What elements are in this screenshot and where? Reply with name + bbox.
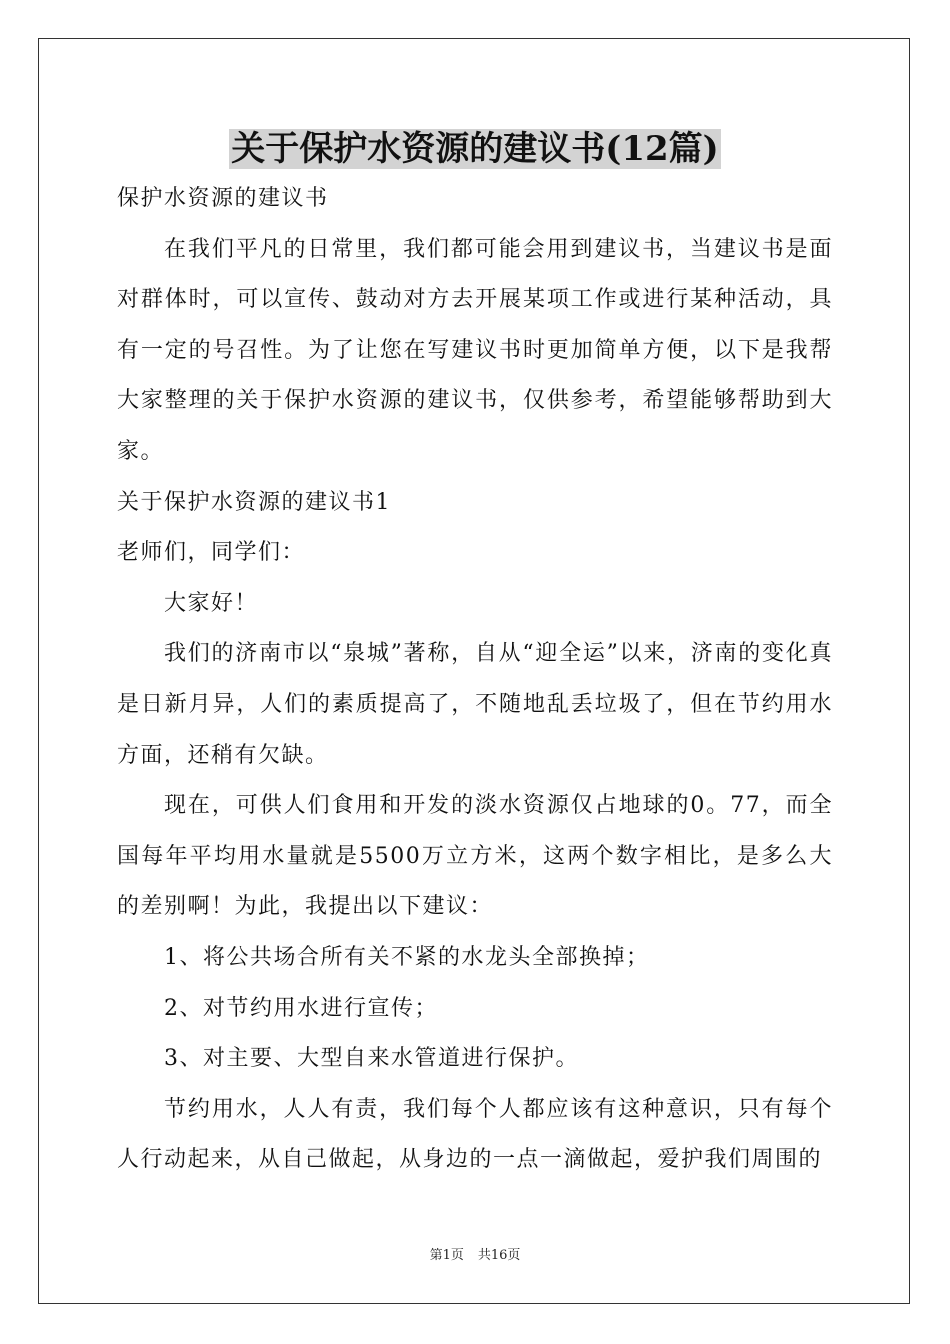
body-paragraph: 节约用水，人人有责，我们每个人都应该有这种意识，只有每个人行动起来，从自己做起，从身边的一点一滴做起，爱护我们周围的 [117, 1096, 833, 1173]
list-item: 2、对节约用水进行宣传； [164, 995, 438, 1021]
document-title-text: 关于保护水资源的建议书(12篇) [231, 129, 719, 169]
body-paragraph: 现在，可供人们食用和开发的淡水资源仅占地球的0。77，而全国每年平均用水量就是5500万立方米，这两个数字相比，是多么大的差别啊！为此，我提出以下建议： [117, 793, 833, 920]
document-body [117, 174, 833, 1186]
page-number: 第1页 [429, 1248, 464, 1263]
intro-paragraph: 在我们平凡的日常里，我们都可能会用到建议书，当建议书是面对群体时，可以宣传、鼓动对方去开展某项工作或进行某种活动，具有一定的号召性。为了让您在写建议书时更加简单方便，以下是我帮大家整理的关于保护水资源的建议书，仅供参考，希望能够帮助到大家。 [117, 236, 833, 464]
section-heading: 保护水资源的建议书 [117, 186, 329, 211]
list-item: 3、对主要、大型自来水管道进行保护。 [164, 1046, 579, 1072]
document-title [0, 124, 950, 174]
page-total: 共16页 [477, 1248, 521, 1263]
page-footer [0, 1246, 950, 1266]
salutation: 老师们，同学们： [117, 540, 306, 566]
body-paragraph: 我们的济南市以“泉城”著称，自从“迎全运”以来，济南的变化真是日新月异，人们的素质提高了，不随地乱丢垃圾了，但在节约用水方面，还稍有欠缺。 [117, 641, 833, 768]
list-item: 1、将公共场合所有关不紧的水龙头全部换掉； [164, 944, 650, 970]
greeting: 大家好！ [164, 590, 259, 616]
section-heading: 关于保护水资源的建议书1 [117, 489, 391, 515]
